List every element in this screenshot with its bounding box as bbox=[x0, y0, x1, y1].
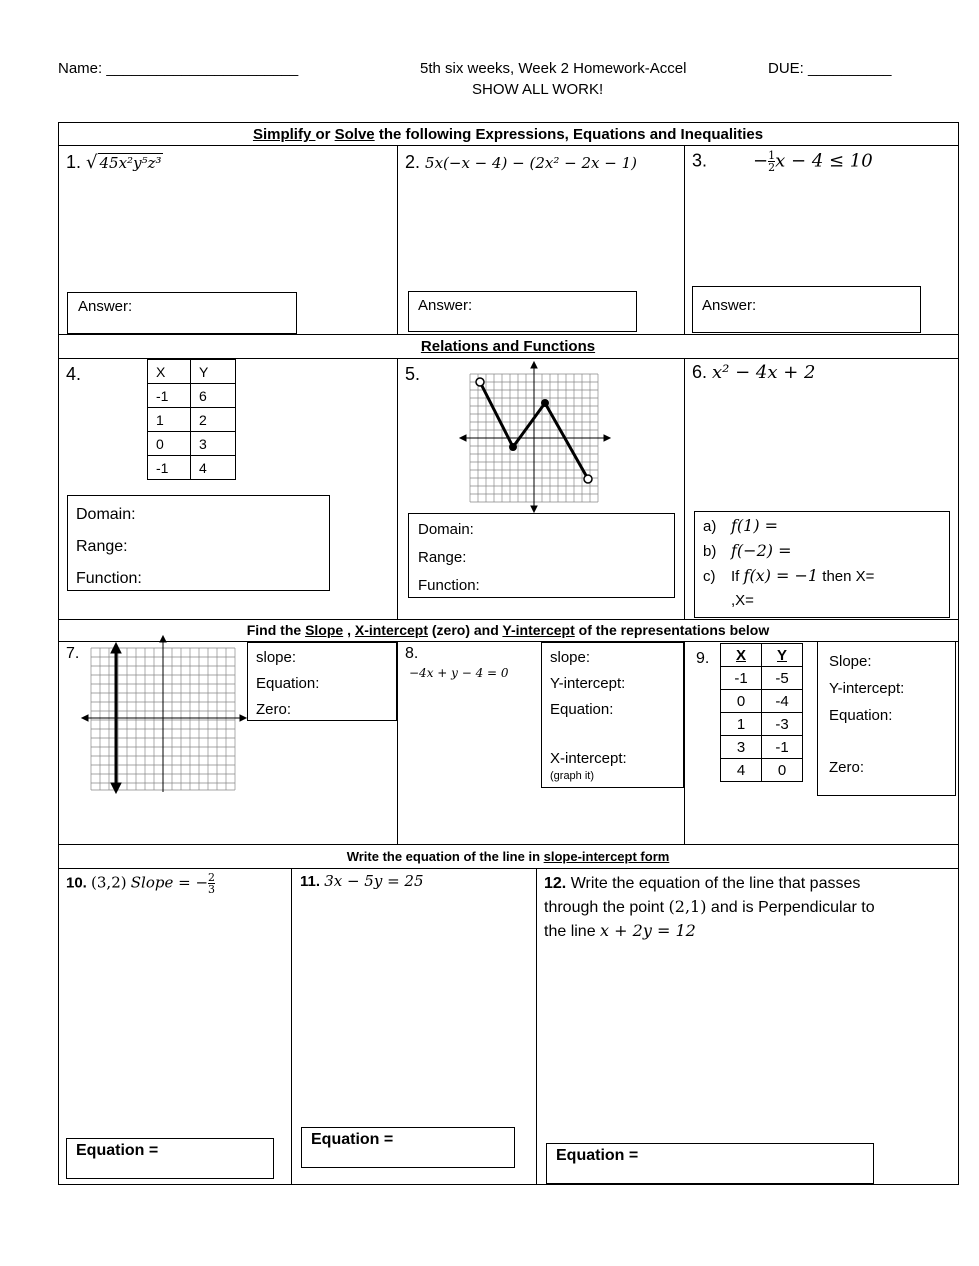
table-row: -1 -5 bbox=[721, 667, 803, 690]
table-row: 0 3 bbox=[148, 432, 236, 456]
problem-3: 3. − $\frac{1}{2}$ x − 4 ≤ 10 bbox=[692, 149, 873, 174]
table-header-row: X Y bbox=[721, 644, 803, 667]
divider bbox=[58, 868, 958, 869]
table-row: 4 0 bbox=[721, 759, 803, 782]
divider bbox=[58, 145, 958, 146]
name-field[interactable]: Name: _______________________ bbox=[58, 60, 299, 77]
divider bbox=[536, 868, 537, 1185]
divider bbox=[684, 145, 685, 334]
problem-2: 2. 5x(−x − 4) − (2x² − 2x − 1) bbox=[405, 152, 637, 172]
section-title-relations: Relations and Functions bbox=[420, 338, 596, 355]
answer-box-5[interactable]: Domain: Range: Function: bbox=[408, 513, 675, 598]
divider bbox=[58, 334, 958, 335]
problem-7-number: 7. bbox=[66, 645, 80, 662]
problem-5-graph bbox=[458, 360, 612, 514]
problem-5-number: 5. bbox=[405, 364, 421, 384]
due-field[interactable]: DUE: __________ bbox=[768, 60, 892, 77]
problem-11: 11. 3x − 5y = 25 bbox=[300, 872, 424, 890]
table-row: 1 -3 bbox=[721, 713, 803, 736]
problem-8-number: 8. bbox=[405, 645, 419, 662]
equation-box-10[interactable]: Equation = bbox=[66, 1138, 274, 1179]
open-endpoint bbox=[476, 378, 484, 386]
answer-box-7[interactable]: slope: Equation: Zero: bbox=[247, 642, 397, 721]
answer-box-3[interactable]: Answer: bbox=[692, 286, 921, 333]
problem-9-number: 9. bbox=[696, 650, 710, 667]
answer-box-9[interactable]: Slope: Y-intercept: Equation: Zero: bbox=[817, 641, 956, 796]
table-row: 1 2 bbox=[148, 408, 236, 432]
section-title-simplify: Simplify or Solve the following Expressions, Equations and Inequalities bbox=[252, 126, 764, 143]
problem-12: 12. Write the equation of the line that passes through the point (2,1) and is Perpendicular to the line x + 2y = 12 bbox=[544, 875, 875, 940]
open-endpoint bbox=[584, 475, 592, 483]
problem-7-graph bbox=[80, 634, 250, 794]
divider bbox=[397, 641, 398, 844]
vertex-point bbox=[509, 443, 517, 451]
problem-6: 6. x² − 4x + 2 bbox=[692, 362, 816, 383]
problem-4-table bbox=[147, 359, 236, 480]
page-title: 5th six weeks, Week 2 Homework-Accel bbox=[420, 60, 687, 77]
section-title-slope-intercept: Write the equation of the line in slope-intercept form bbox=[346, 849, 670, 864]
divider bbox=[397, 145, 398, 334]
divider bbox=[684, 641, 685, 844]
table-header-row: X Y bbox=[148, 360, 236, 384]
problem-8-equation: −4x + y − 4 = 0 bbox=[409, 666, 509, 680]
divider bbox=[58, 844, 958, 845]
answer-box-4[interactable]: Domain: Range: Function: bbox=[67, 495, 330, 591]
table-row: -1 6 bbox=[148, 384, 236, 408]
table-row: -1 4 bbox=[148, 456, 236, 480]
divider bbox=[684, 358, 685, 619]
divider bbox=[397, 358, 398, 619]
table-row: 3 -1 bbox=[721, 736, 803, 759]
divider bbox=[58, 619, 958, 620]
divider bbox=[291, 868, 292, 1185]
equation-box-12[interactable]: Equation = bbox=[546, 1143, 874, 1184]
problem-10: 10. (3,2) Slope = − $\frac{2}{3}$ bbox=[66, 871, 216, 896]
vertex-point bbox=[541, 399, 549, 407]
answer-box-1[interactable]: Answer: bbox=[67, 292, 297, 334]
table-row: 0 -4 bbox=[721, 690, 803, 713]
problem-9-table bbox=[720, 643, 803, 782]
section-title-slope: Find the Slope , X-intercept (zero) and Y-intercept of the representations below bbox=[246, 622, 770, 638]
page-subtitle: SHOW ALL WORK! bbox=[472, 81, 604, 98]
answer-box-8[interactable]: slope: Y-intercept: Equation: X-intercept: (graph it) bbox=[541, 642, 684, 788]
graph-axes bbox=[82, 636, 246, 792]
equation-box-11[interactable]: Equation = bbox=[301, 1127, 515, 1168]
answer-box-6[interactable]: a) f(1) = b) f(−2) = c) If f(x) = −1 then X= ,X= bbox=[694, 511, 950, 618]
problem-1: 1. √ 45x²y⁵z³ bbox=[66, 152, 162, 173]
problem-4-number: 4. bbox=[66, 364, 82, 384]
answer-box-2[interactable]: Answer: bbox=[408, 291, 637, 332]
